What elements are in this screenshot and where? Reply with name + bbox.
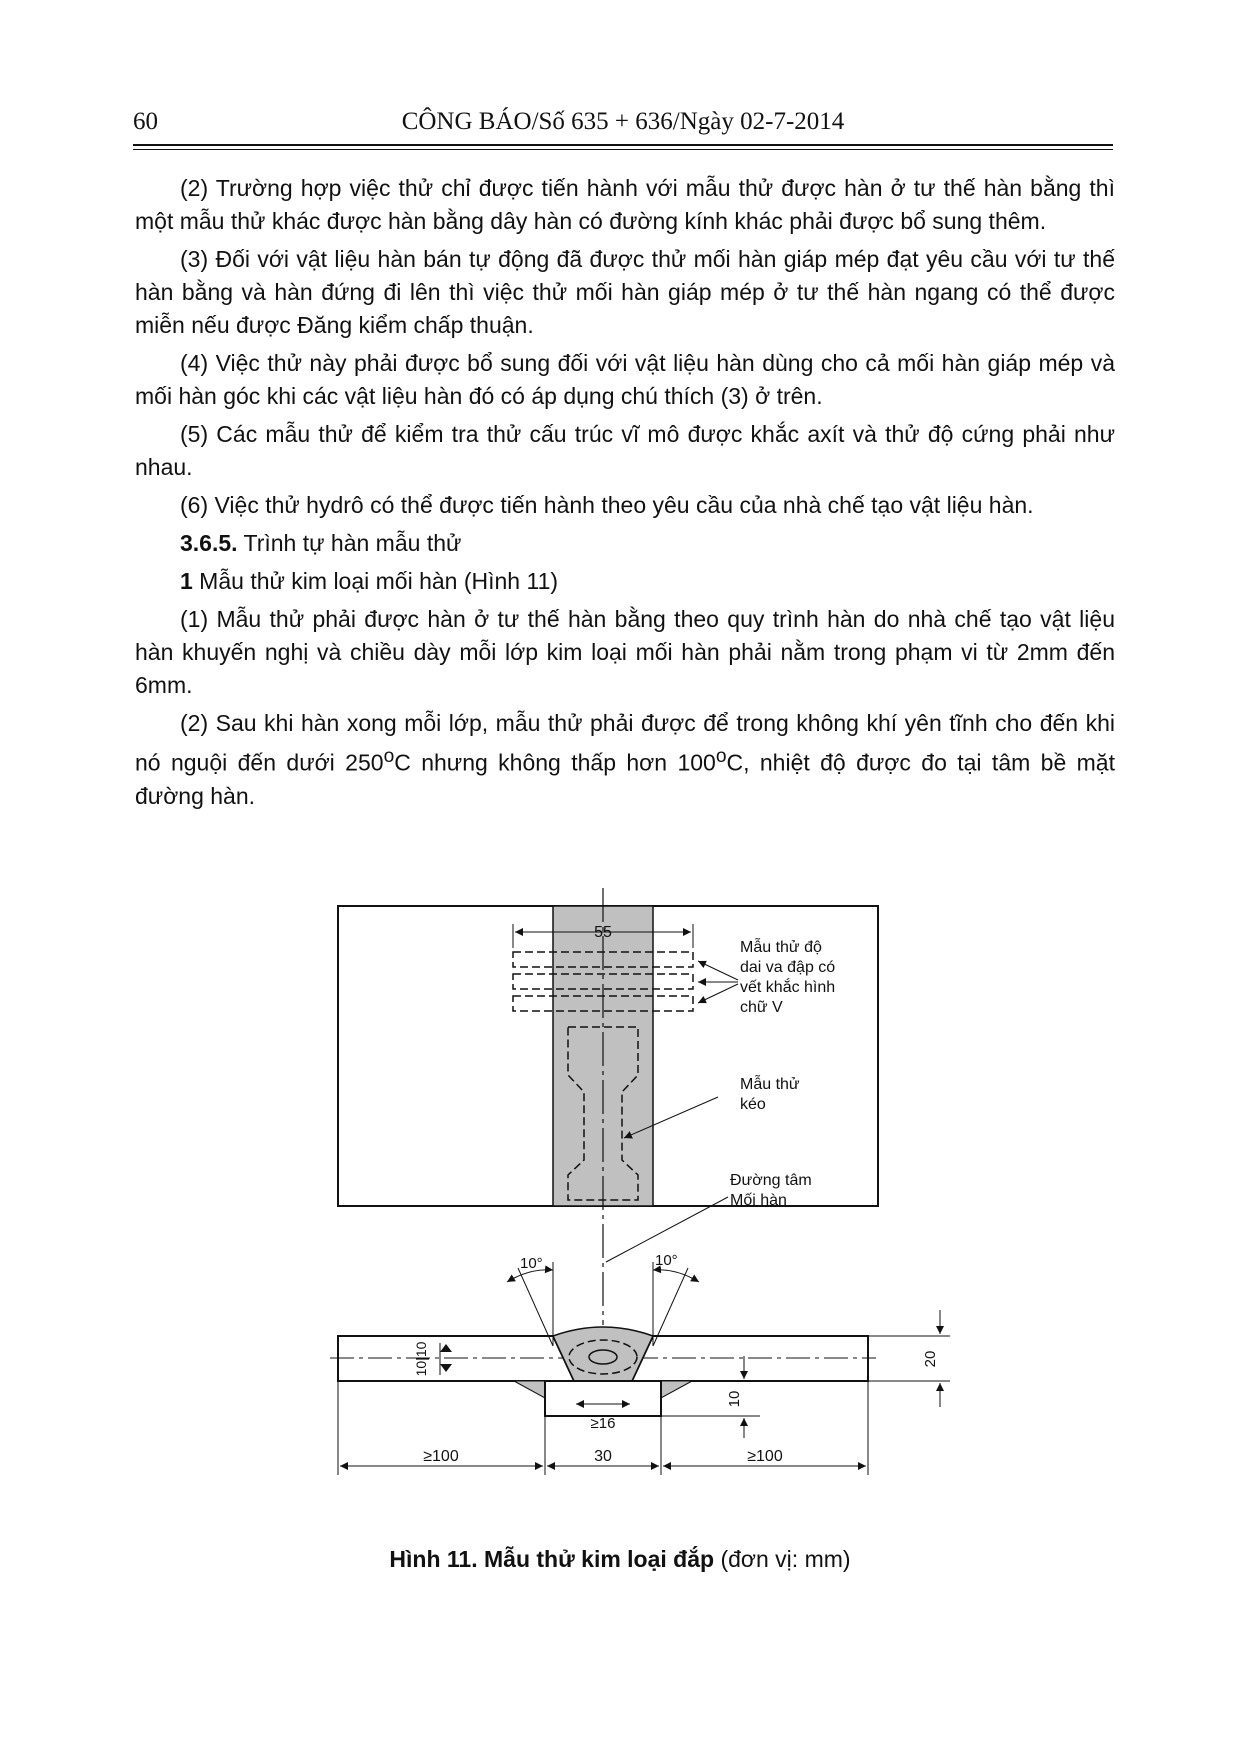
item-title: Mẫu thử kim loại mối hàn (Hình 11)	[192, 568, 559, 594]
angle-left-label: 10°	[520, 1255, 543, 1272]
tensile-label-line-1: Mẫu thử	[740, 1076, 800, 1093]
figure-caption	[0, 1546, 1240, 1573]
dim-16-label: ≥16	[590, 1415, 616, 1432]
item-number: 1	[180, 568, 193, 594]
backing-fillet-right	[661, 1381, 692, 1398]
caption-units: (đơn vị: mm)	[714, 1546, 851, 1572]
section-title: Trình tự hàn mẫu thử	[237, 530, 462, 556]
angle-right-label: 10°	[655, 1252, 678, 1269]
procedure-1: (1) Mẫu thử phải được hàn ở tư thế hàn bằng theo quy trình hàn do nhà chế tạo vật liệu hàn khuyến nghị và chiều dày mỗi lớp kim loại mối hàn phải nằm trong phạm vi từ 2mm đến 6mm.	[135, 606, 1115, 698]
page-header	[133, 108, 1113, 142]
impact-leader-3	[698, 984, 738, 1003]
bevel-ext-left	[518, 1268, 553, 1346]
backing-fillet-left	[514, 1381, 545, 1398]
dim-30-label: 30	[594, 1448, 612, 1465]
angle-arc-right	[653, 1270, 699, 1282]
figure-11	[300, 888, 939, 1508]
dim-55-label: 55	[594, 924, 612, 941]
dim-10-backing-label: 10	[726, 1390, 743, 1408]
bevel-ext-right	[653, 1268, 688, 1346]
section-heading	[135, 527, 1115, 560]
dim-100-right-label: ≥100	[747, 1448, 783, 1465]
weld-bead	[553, 1327, 653, 1381]
impact-label-line-3: vết khắc hình	[740, 979, 836, 996]
centerline-label-line-2: Mối hàn	[730, 1192, 787, 1209]
marker-up-arrow	[440, 1344, 452, 1352]
dim-100-left-label: ≥100	[423, 1448, 459, 1465]
note-2: (2) Trường hợp việc thử chỉ được tiến hành với mẫu thử được hàn ở tư thế hàn bằng thì một mẫu thử khác được hàn bằng dây hàn có đường kính khác phải được bổ sung thêm.	[135, 175, 1115, 234]
impact-label-line-4: chữ V	[740, 999, 783, 1016]
procedure-2-part-c: C, nhiệt độ được đo tại tâm bề mặt đường hàn.	[135, 749, 1115, 809]
body-text	[135, 172, 1115, 813]
tensile-label-line-2: kéo	[740, 1096, 766, 1113]
page-number: 60	[133, 108, 158, 135]
header-rule-thin	[133, 149, 1113, 150]
caption-title: Hình 11. Mẫu thử kim loại đắp	[389, 1546, 715, 1572]
figure-drawing	[300, 888, 939, 1508]
impact-leader-1	[698, 961, 738, 980]
degree-sup-1: o	[383, 746, 395, 767]
header-rule-thick	[133, 144, 1113, 146]
note-4: (4) Việc thử này phải được bổ sung đối với vật liệu hàn dùng cho cả mối hàn giáp mép và mối hàn góc khi các vật liệu hàn đó có áp dụng chú thích (3) ở trên.	[135, 350, 1115, 409]
impact-label-line-2: dai va đập có	[740, 959, 836, 976]
marker-down-arrow	[440, 1364, 452, 1372]
note-6: (6) Việc thử hydrô có thể được tiến hành theo yêu cầu của nhà chế tạo vật liệu hàn.	[180, 492, 1034, 518]
backing-strip	[545, 1381, 661, 1416]
procedure-2	[135, 707, 1115, 813]
dim-10-10-label: 10|10	[413, 1341, 429, 1377]
item-heading	[135, 565, 1115, 598]
dim-20-label: 20	[922, 1350, 939, 1368]
procedure-2-part-b: C nhưng không thấp hơn 100	[394, 749, 716, 776]
procedure-2-part-a: (2) Sau khi hàn xong mỗi lớp, mẫu thử phải được để trong không khí yên tĩnh cho đến khi nó nguội đến dưới 250	[135, 710, 1115, 776]
section-number: 3.6.5.	[180, 530, 238, 556]
degree-sup-2: o	[715, 746, 727, 767]
note-3: (3) Đối với vật liệu hàn bán tự động đã được thử mối hàn giáp mép đạt yêu cầu với tư thế hàn bằng và hàn đứng đi lên thì việc thử mối hàn giáp mép ở tư thế hàn ngang có thể được miễn nếu được Đăng kiểm chấp thuận.	[135, 246, 1115, 338]
note-5: (5) Các mẫu thử để kiểm tra thử cấu trúc vĩ mô được khắc axít và thử độ cứng phải như nhau.	[135, 421, 1115, 480]
impact-label-line-1: Mẫu thử độ	[740, 939, 822, 956]
gazette-title: CÔNG BÁO/Số 635 + 636/Ngày 02-7-2014	[401, 108, 845, 135]
centerline-label-line-1: Đường tâm	[730, 1172, 812, 1189]
